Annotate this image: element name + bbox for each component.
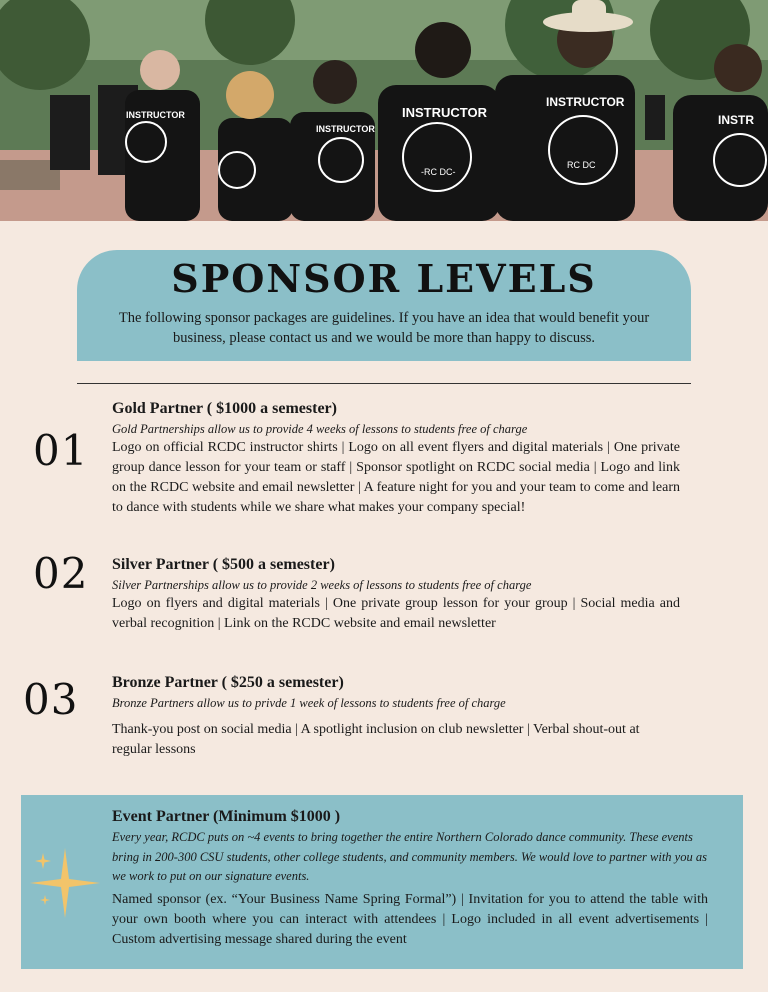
tier-description: Logo on official RCDC instructor shirts | Logo on all event flyers and digital materials | One private group dance lesson for your team or staff | Sponsor spotlight on RCDC social media | Logo and link on the RCDC website and email newsletter | A feature night for you and your team to come and learn to dance with students while we share what makes your company special!	[112, 440, 680, 515]
tier-description: Named sponsor (ex. “Your Business Name Spring Formal”) | Invitation for you to attend the table with your own booth where you can interact with attendees | Logo included in all event advertisements | Custom advertising message shared during the event	[112, 891, 708, 947]
event-tier	[112, 806, 708, 950]
intro-text: The following sponsor packages are guidelines. If you have an idea that would benefit your business, please contact us and we would be more than happy to discuss.	[118, 310, 650, 346]
tier-subtitle: Silver Partnerships allow us to provide 2 weeks of lessons to students free of charge	[112, 578, 532, 592]
sponsor-levels-header	[77, 250, 691, 361]
page-title: SPONSOR LEVELS	[171, 256, 597, 301]
shirt-text: INSTRUCTOR	[402, 105, 487, 120]
instructors-photo-illustration	[0, 0, 768, 221]
svg-text:INSTR: INSTR	[718, 113, 754, 127]
tier-name: Silver Partner ( $500 a semester)	[112, 556, 335, 573]
header-photo	[0, 0, 768, 221]
tier-subtitle: Gold Partnerships allow us to provide 4 weeks of lessons to students free of charge	[112, 422, 528, 436]
divider	[77, 383, 691, 384]
tier-name: Event Partner (Minimum $1000 )	[112, 808, 341, 825]
sparkle-icon	[30, 848, 100, 918]
svg-text:INSTRUCTOR: INSTRUCTOR	[126, 110, 185, 120]
gold-tier	[112, 398, 680, 518]
tier-description: Logo on flyers and digital materials | One private group lesson for your group | Social media and verbal recognition | Link on the RCDC website and email newsletter	[112, 596, 680, 631]
event-partner-box	[21, 795, 743, 969]
tier-subtitle: Every year, RCDC puts on ~4 events to bring together the entire Northern Colorado dance community. These events bring in 200-300 CSU students, other college students, and community members. We would love to partner with you as we work to put on our signature events.	[112, 830, 707, 883]
tier-name: Gold Partner ( $1000 a semester)	[112, 400, 337, 417]
tier-number-02: 02	[33, 549, 89, 598]
tier-number-03: 03	[23, 675, 79, 724]
bronze-tier	[112, 672, 680, 760]
tier-description: Thank-you post on social media | A spotlight inclusion on club newsletter | Verbal shout-out at regular lessons	[112, 722, 640, 757]
svg-text:-RC DC-: -RC DC-	[421, 167, 456, 177]
tier-subtitle: Bronze Partners allow us to privde 1 week of lessons to students free of charge	[112, 696, 506, 710]
tier-name: Bronze Partner ( $250 a semester)	[112, 674, 344, 691]
svg-text:INSTRUCTOR: INSTRUCTOR	[546, 95, 625, 109]
tier-number-01: 01	[33, 426, 89, 475]
svg-text:INSTRUCTOR: INSTRUCTOR	[316, 124, 375, 134]
silver-tier	[112, 554, 680, 634]
svg-text:RC DC: RC DC	[567, 160, 596, 170]
